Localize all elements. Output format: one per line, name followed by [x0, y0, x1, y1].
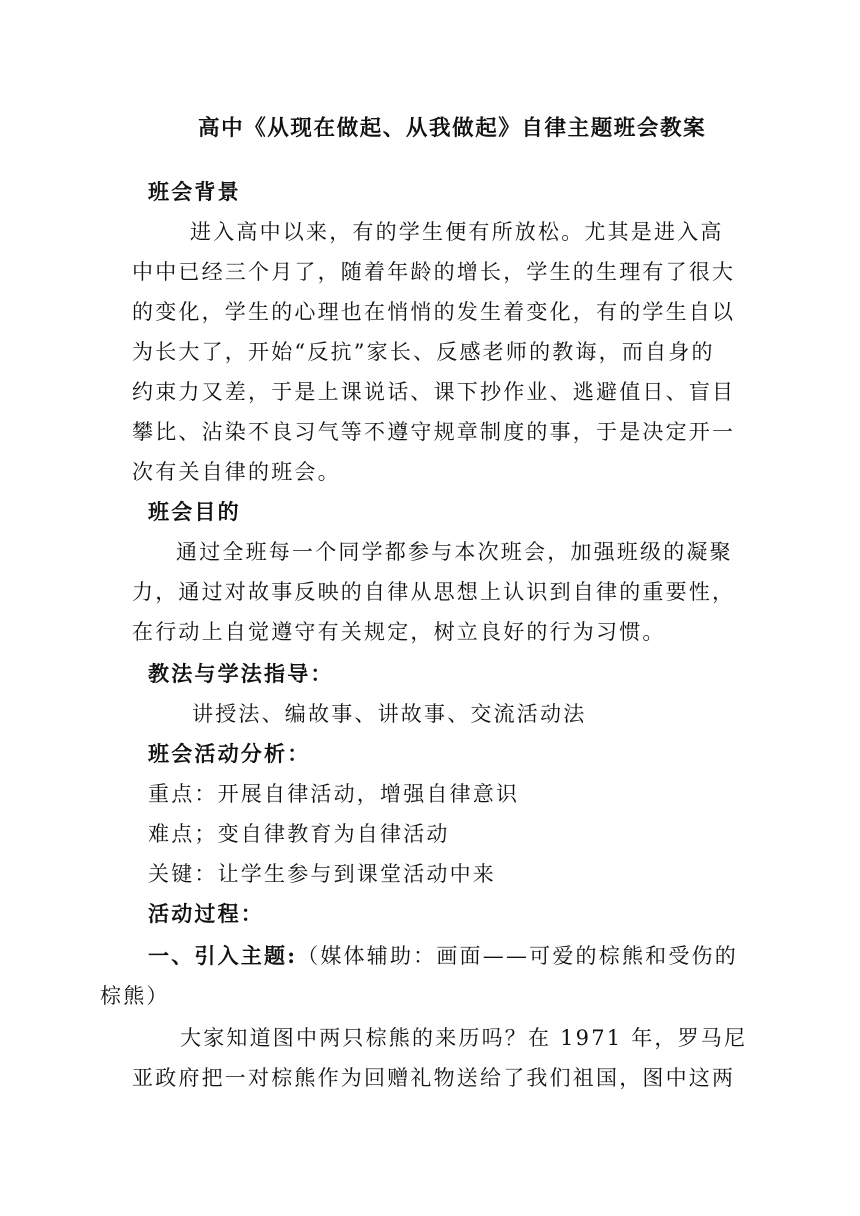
process-step1-note-cont: 棕熊）	[100, 984, 170, 1008]
process-step1-label: 一、引入主题:	[148, 943, 298, 968]
process-paragraph-line-1: 大家知道图中两只棕熊的来历吗？在 1971 年，罗马尼	[180, 1026, 748, 1050]
background-line-3: 的变化，学生的心理也在悄悄的发生着变化，有的学生自以	[132, 300, 736, 324]
background-line-1: 进入高中以来，有的学生便有所放松。尤其是进入高	[190, 220, 724, 244]
background-line-7: 次有关自律的班会。	[132, 460, 341, 484]
background-heading: 班会背景	[148, 179, 241, 204]
background-line-4: 为长大了，开始“反抗”家长、反感老师的教诲，而自身的	[132, 340, 715, 364]
methods-text: 讲授法、编故事、讲故事、交流活动法	[192, 702, 587, 726]
analysis-crux: 关键：让学生参与到课堂活动中来	[148, 862, 496, 886]
background-line-6: 攀比、沾染不良习气等不遵守规章制度的事，于是决定开一	[132, 420, 736, 444]
background-line-2: 中中已经三个月了，随着年龄的增长，学生的生理有了很大	[132, 260, 736, 284]
methods-heading: 教法与学法指导：	[148, 661, 334, 686]
analysis-heading: 班会活动分析：	[148, 741, 311, 766]
purpose-heading: 班会目的	[148, 499, 241, 524]
purpose-line-3: 在行动上自觉遵守有关规定，树立良好的行为习惯。	[132, 620, 666, 644]
process-paragraph-line-2: 亚政府把一对棕熊作为回赠礼物送给了我们祖国，图中这两	[132, 1066, 736, 1090]
document-title: 高中《从现在做起、从我做起》自律主题班会教案	[198, 116, 707, 141]
purpose-line-2: 力，通过对故事反映的自律从思想上认识到自律的重要性，	[132, 580, 736, 604]
purpose-line-1: 通过全班每一个同学都参与本次班会，加强班级的凝聚	[176, 540, 733, 564]
background-line-5: 约束力又差，于是上课说话、课下抄作业、逃避值日、盲目	[132, 380, 736, 404]
analysis-key-point: 重点：开展自律活动，增强自律意识	[148, 782, 520, 806]
process-step1-note: （媒体辅助：画面——可爱的棕熊和受伤的	[297, 944, 738, 968]
process-heading: 活动过程：	[148, 901, 264, 926]
process-step1-line	[148, 942, 738, 970]
analysis-difficulty: 难点；变自律教育为自律活动	[148, 822, 450, 846]
